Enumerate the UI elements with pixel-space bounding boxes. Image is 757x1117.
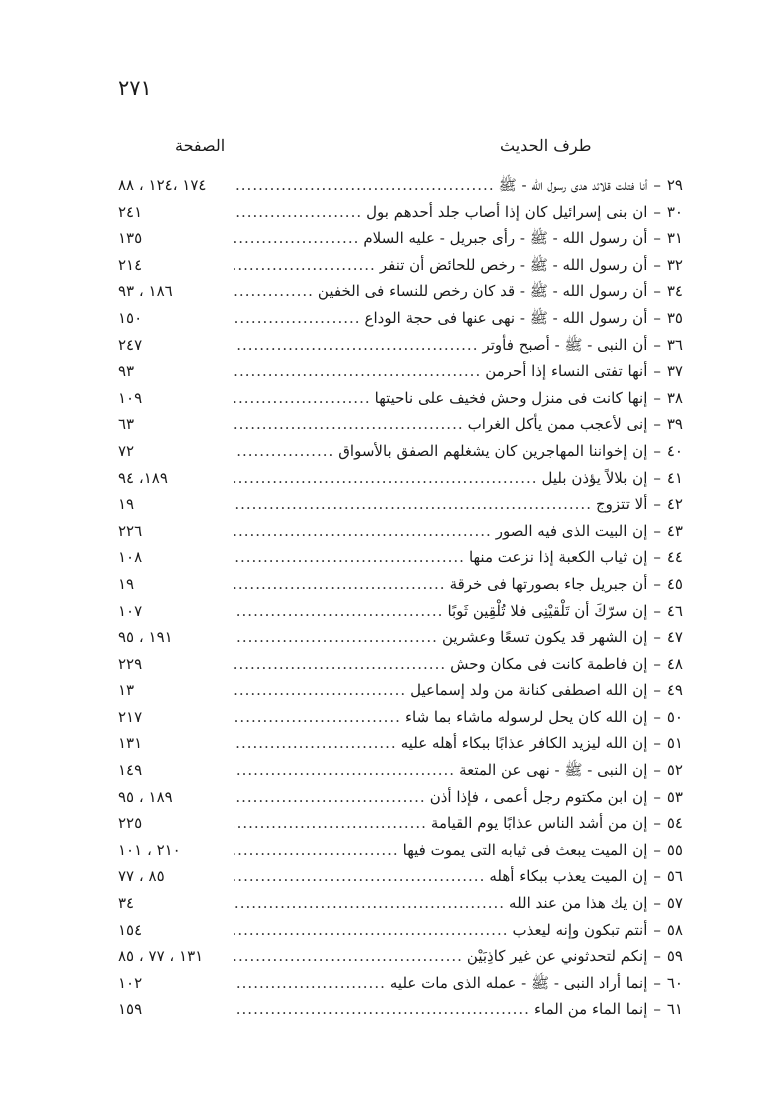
index-entry <box>118 784 683 811</box>
index-entry <box>118 518 683 545</box>
dot-leader <box>234 438 334 465</box>
dot-leader <box>234 518 492 545</box>
page-column-header: الصفحة <box>175 136 226 155</box>
hadith-text: إن يك هذا من عند الله <box>509 894 648 913</box>
entry-dash: – <box>653 681 661 700</box>
entry-number: ٣٢ <box>666 255 683 274</box>
entry-number: ٥٢ <box>666 761 683 780</box>
entry-number: ٤٧ <box>666 628 683 647</box>
dot-leader <box>234 358 481 385</box>
index-entry <box>118 358 683 385</box>
dot-leader <box>234 385 371 412</box>
dot-leader <box>234 917 509 944</box>
index-entry <box>118 943 683 970</box>
entry-dash: – <box>653 521 661 540</box>
dot-leader <box>234 943 463 970</box>
dot-leader <box>234 970 386 997</box>
index-entry <box>118 278 683 305</box>
entry-dash: – <box>653 176 661 194</box>
entry-number: ٣٨ <box>666 388 683 407</box>
index-entry <box>118 172 683 199</box>
entry-number: ٣٩ <box>666 415 683 434</box>
entry-number: ٤٩ <box>666 681 683 700</box>
page-references: ٢١٠ ، ١٠١ <box>118 840 181 859</box>
dot-leader <box>234 837 399 864</box>
entry-number: ٥٨ <box>666 920 683 939</box>
index-entry <box>118 704 683 731</box>
hadith-text: ألا تتزوج <box>595 495 648 514</box>
hadith-text: إن ثياب الكعبة إذا نزعت منها <box>468 548 648 567</box>
page-references: ١٠٢ <box>118 973 143 992</box>
page-references: ٨٥ ، ٧٧ <box>118 867 165 886</box>
entry-dash: – <box>653 867 661 886</box>
entry-number: ٤٠ <box>666 441 683 460</box>
entry-dash: – <box>653 388 661 407</box>
index-entry <box>118 411 683 438</box>
entry-number: ٤١ <box>666 468 683 487</box>
entry-number: ٥٣ <box>666 787 683 806</box>
entry-number: ٥٦ <box>666 867 683 886</box>
entry-dash: – <box>653 814 661 833</box>
entry-number: ٤٥ <box>666 574 683 593</box>
dot-leader <box>234 199 362 226</box>
entry-number: ٥٩ <box>666 947 683 966</box>
entry-number: ٦١ <box>666 1000 683 1019</box>
hadith-text: إنما أراد النبى - ﷺ - عمله الذى مات عليه <box>389 973 648 992</box>
index-entry <box>118 757 683 784</box>
hadith-text: إن إخواننا المهاجرين كان يشغلهم الصفق بالأسواق <box>338 441 648 460</box>
index-entry <box>118 385 683 412</box>
hadith-text: إن الشهر قد يكون تسعًا وعشرين <box>441 628 648 647</box>
index-entry <box>118 730 683 757</box>
hadith-text: إن الله كان يحل لرسوله ماشاء بما شاء <box>404 707 648 726</box>
index-entry <box>118 837 683 864</box>
dot-leader <box>234 332 478 359</box>
dot-leader <box>234 465 538 492</box>
hadith-text: أن رسول الله - ﷺ - نهى عنها فى حجة الوداع <box>364 308 648 327</box>
hadith-text: إن فاطمة كانت فى مكان وحش <box>450 654 648 673</box>
entry-dash: – <box>653 282 661 301</box>
page-references: ١٩١ ، ٩٥ <box>118 628 173 647</box>
hadith-text: إن الميت يعذب ببكاء أهله <box>489 867 648 886</box>
entry-dash: – <box>653 654 661 673</box>
entry-dash: – <box>653 548 661 567</box>
page-references: ١٥٩ <box>118 1000 143 1019</box>
entry-dash: – <box>653 920 661 939</box>
dot-leader <box>234 677 406 704</box>
page-references: ١٩ <box>118 574 135 593</box>
hadith-text: أن جبريل جاء بصورتها فى خرقة <box>449 574 648 593</box>
hadith-text: إنى لأعجب ممن يأكل الغراب <box>467 415 648 434</box>
page-references: ١٧٤ ،١٢٤ ، ٨٨ <box>118 176 207 194</box>
index-entry <box>118 810 683 837</box>
hadith-text: إن النبى - ﷺ - نهى عن المتعة <box>459 761 648 780</box>
page-references: ٢١٧ <box>118 707 143 726</box>
dot-leader <box>234 305 361 332</box>
entry-dash: – <box>653 415 661 434</box>
page-references: ١٣ <box>118 681 135 700</box>
entry-dash: – <box>653 947 661 966</box>
hadith-text: إن الميت يبعث فى ثيابه التى يموت فيها <box>402 840 648 859</box>
index-entry <box>118 571 683 598</box>
entry-dash: – <box>653 362 661 381</box>
hadith-text: إن الله اصطفى كنانة من ولد إسماعيل <box>410 681 648 700</box>
entry-number: ٢٩ <box>666 176 683 194</box>
dot-leader <box>234 598 443 625</box>
column-headers <box>0 136 757 160</box>
entry-dash: – <box>653 628 661 647</box>
entry-dash: – <box>653 1000 661 1019</box>
dot-leader <box>234 996 530 1023</box>
entry-dash: – <box>653 787 661 806</box>
dot-leader <box>234 411 464 438</box>
hadith-text: ان بنى إسرائيل كان إذا أصاب جلد أحدهم بول <box>366 202 648 221</box>
index-entry <box>118 863 683 890</box>
dot-leader <box>234 863 485 890</box>
entry-dash: – <box>653 734 661 753</box>
dot-leader <box>234 225 359 252</box>
page-references: ١٣١ ، ٧٧ ، ٨٥ <box>118 947 204 966</box>
page-references: ١٥٤ <box>118 920 143 939</box>
dot-leader <box>234 810 427 837</box>
entry-number: ٥٧ <box>666 894 683 913</box>
entry-dash: – <box>653 601 661 620</box>
page-number: ٢٧١ <box>118 76 152 100</box>
entry-number: ٤٤ <box>666 548 683 567</box>
hadith-text: إنما الماء من الماء <box>533 1000 648 1019</box>
index-entry <box>118 996 683 1023</box>
page-references: ١٩ <box>118 495 135 514</box>
hadith-column-header: طرف الحديث <box>500 136 592 155</box>
page-references: ١٠٧ <box>118 601 143 620</box>
page-references: ١٠٩ <box>118 388 143 407</box>
hadith-text: أنا فتلت قلائد هدى رسول الله - ﷺ <box>498 176 648 194</box>
page-references: ٢٤١ <box>118 202 143 221</box>
hadith-text: إنها كانت فى منزل وحش فخيف على ناحيتها <box>374 388 648 407</box>
entry-dash: – <box>653 335 661 354</box>
entry-dash: – <box>653 229 661 248</box>
index-entry <box>118 917 683 944</box>
dot-leader <box>234 624 438 651</box>
hadith-text: إن من أشد الناس عذابًا يوم القيامة <box>430 814 648 833</box>
dot-leader <box>234 571 446 598</box>
dot-leader <box>234 278 314 305</box>
dot-leader <box>234 730 397 757</box>
page-references: ١٨٩، ٩٤ <box>118 468 168 487</box>
dot-leader <box>234 890 505 917</box>
page-references: ٢٤٧ <box>118 335 143 354</box>
hadith-index-list <box>118 172 683 1023</box>
entry-number: ٤٢ <box>666 495 683 514</box>
index-entry <box>118 199 683 226</box>
entry-number: ٤٣ <box>666 521 683 540</box>
page-references: ٦٣ <box>118 415 135 434</box>
entry-number: ٤٦ <box>666 601 683 620</box>
entry-dash: – <box>653 441 661 460</box>
entry-dash: – <box>653 574 661 593</box>
entry-dash: – <box>653 202 661 221</box>
page-references: ٢١٤ <box>118 255 143 274</box>
entry-dash: – <box>653 707 661 726</box>
page-references: ٢٢٥ <box>118 814 143 833</box>
dot-leader <box>234 544 465 571</box>
hadith-text: أنها تفتى النساء إذا أحرمن <box>485 362 648 381</box>
entry-dash: – <box>653 308 661 327</box>
hadith-text: إن البيت الذى فيه الصور <box>495 521 648 540</box>
dot-leader <box>234 757 455 784</box>
hadith-text: إن ابن مكتوم رجل أعمى ، فإذا أذن <box>429 787 648 806</box>
index-entry <box>118 438 683 465</box>
entry-number: ٣١ <box>666 229 683 248</box>
index-entry <box>118 225 683 252</box>
hadith-text: أن النبى - ﷺ - أصبح فأوتر <box>482 335 648 354</box>
dot-leader <box>234 172 495 199</box>
hadith-text: إن سرّكَ أن تَلْقيْنِى فلا تُلْقِين ثَوبًا <box>447 601 648 620</box>
index-entry <box>118 624 683 651</box>
entry-dash: – <box>653 894 661 913</box>
index-entry <box>118 677 683 704</box>
entry-number: ٣٦ <box>666 335 683 354</box>
entry-dash: – <box>653 761 661 780</box>
hadith-text: أن رسول الله - ﷺ - رخص للحائض أن تنفر <box>379 255 648 274</box>
entry-number: ٥١ <box>666 734 683 753</box>
page-references: ٢٢٩ <box>118 654 143 673</box>
page-references: ٧٢ <box>118 441 135 460</box>
index-entry <box>118 465 683 492</box>
hadith-text: أن رسول الله - ﷺ - رأى جبريل - عليه السلام <box>363 229 648 248</box>
entry-number: ٣٥ <box>666 308 683 327</box>
index-entry <box>118 252 683 279</box>
dot-leader <box>234 704 401 731</box>
entry-number: ٣٠ <box>666 202 683 221</box>
entry-number: ٦٠ <box>666 973 683 992</box>
index-entry <box>118 491 683 518</box>
entry-dash: – <box>653 840 661 859</box>
page-references: ١٨٩ ، ٩٥ <box>118 787 173 806</box>
entry-number: ٣٤ <box>666 282 683 301</box>
entry-number: ٤٨ <box>666 654 683 673</box>
entry-dash: – <box>653 468 661 487</box>
entry-dash: – <box>653 255 661 274</box>
entry-number: ٥٤ <box>666 814 683 833</box>
dot-leader <box>234 252 376 279</box>
index-entry <box>118 332 683 359</box>
entry-number: ٣٧ <box>666 362 683 381</box>
hadith-text: أن رسول الله - ﷺ - قد كان رخص للنساء فى الخفين <box>317 282 648 301</box>
page-references: ١٤٩ <box>118 761 143 780</box>
index-entry <box>118 598 683 625</box>
hadith-text: إن الله ليزيد الكافر عذابًا ببكاء أهله عليه <box>400 734 648 753</box>
entry-dash: – <box>653 495 661 514</box>
dot-leader <box>234 651 446 678</box>
page-references: ٣٤ <box>118 894 135 913</box>
hadith-text: أنتم تبكون وإنه ليعذب <box>512 920 648 939</box>
page-references: ١٠٨ <box>118 548 143 567</box>
dot-leader <box>234 491 592 518</box>
entry-number: ٥٥ <box>666 840 683 859</box>
page-references: ٩٣ <box>118 362 135 381</box>
page-references: ١٥٠ <box>118 308 143 327</box>
page-references: ١٣١ <box>118 734 143 753</box>
entry-dash: – <box>653 973 661 992</box>
index-entry <box>118 544 683 571</box>
page-references: ١٣٥ <box>118 229 143 248</box>
page-references: ٢٢٦ <box>118 521 143 540</box>
hadith-text: إنكم لتحدثوني عن غير كاذِبَيْن <box>466 947 648 966</box>
index-entry <box>118 651 683 678</box>
index-entry <box>118 305 683 332</box>
page-references: ١٨٦ ، ٩٣ <box>118 282 173 301</box>
dot-leader <box>234 784 426 811</box>
index-entry <box>118 890 683 917</box>
index-entry <box>118 970 683 997</box>
entry-number: ٥٠ <box>666 707 683 726</box>
hadith-text: إن بلالاً يؤذن بليل <box>541 468 648 487</box>
